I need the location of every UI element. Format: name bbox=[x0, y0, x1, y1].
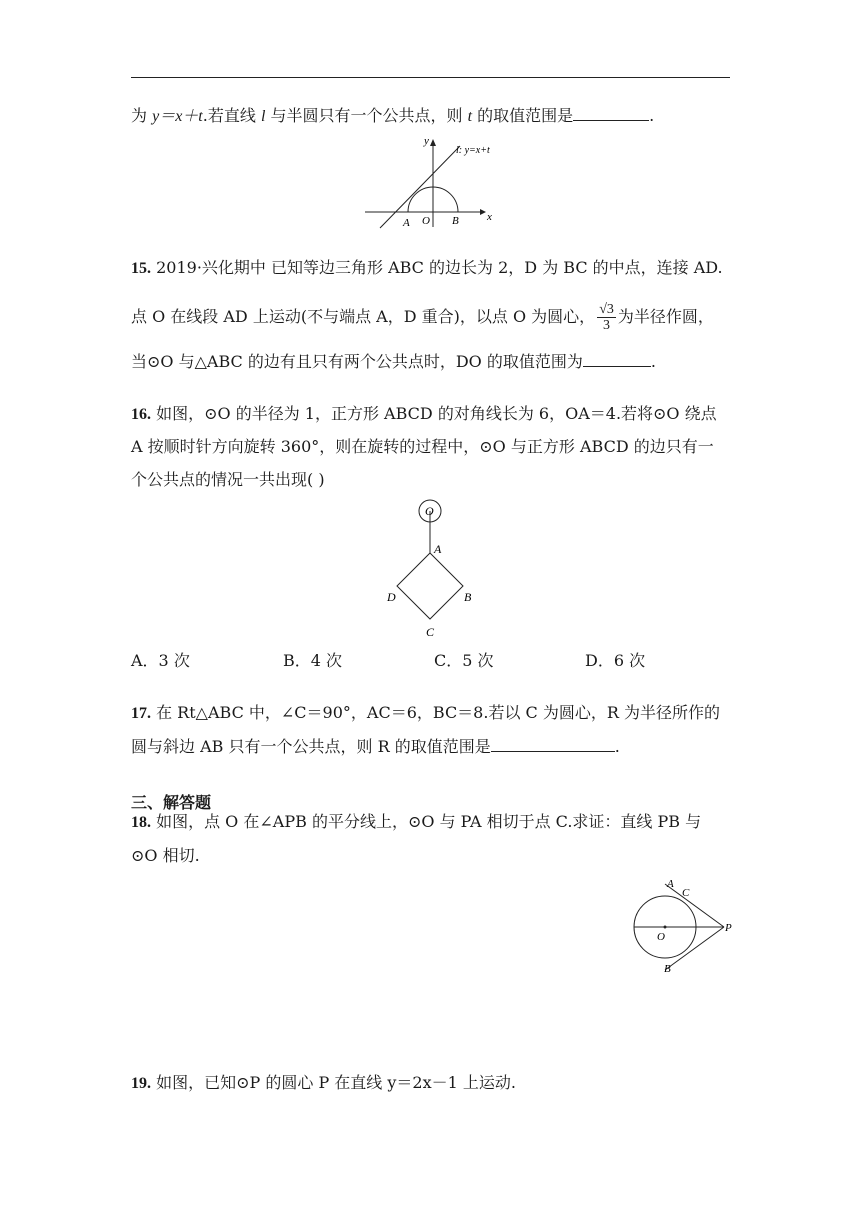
q16-figure bbox=[380, 498, 480, 643]
option-a[interactable]: A．3 次 bbox=[131, 651, 190, 670]
point-B-label: B bbox=[452, 215, 459, 227]
y-axis-arrow bbox=[430, 139, 436, 146]
q15-text-line-1: 15. 2019·兴化期中 已知等边三角形 ABC 的边长为 2，D 为 BC 的中点，连接 AD. bbox=[131, 258, 723, 277]
line-label: l: y=x+t bbox=[456, 145, 490, 156]
question-number: 18. bbox=[131, 814, 151, 831]
point-P-label: P bbox=[725, 922, 732, 934]
point-C-label: C bbox=[426, 625, 435, 639]
option-c[interactable]: C．5 次 bbox=[434, 651, 494, 670]
x-label: x bbox=[487, 211, 492, 223]
header-rule bbox=[131, 77, 730, 78]
point-O-label: O bbox=[425, 504, 434, 518]
answer-blank[interactable] bbox=[583, 350, 651, 367]
q14-figure bbox=[360, 132, 500, 232]
option-b[interactable]: B．4 次 bbox=[283, 651, 343, 670]
answer-blank[interactable] bbox=[573, 104, 649, 121]
square-ABCD bbox=[397, 553, 463, 619]
section-heading: 三、解答题 bbox=[131, 793, 212, 812]
center-dot bbox=[664, 926, 667, 929]
point-A-label: A bbox=[403, 217, 410, 229]
question-number: 15. bbox=[131, 260, 151, 277]
q18-text-line-1: 18. 如图，点 O 在∠APB 的平分线上，⊙O 与 PA 相切于点 C.求证：直线 PB 与 bbox=[131, 812, 702, 831]
option-d[interactable]: D．6 次 bbox=[585, 651, 646, 670]
q18-figure bbox=[625, 872, 745, 982]
point-A-label: A bbox=[434, 542, 442, 556]
point-D-label: D bbox=[387, 590, 396, 604]
question-number: 16. bbox=[131, 406, 151, 423]
q16-text-line-2: A 按顺时针方向旋转 360°，则在旋转的过程中，⊙O 与正方形 ABCD 的边只有一 bbox=[131, 437, 714, 456]
point-C-label: C bbox=[682, 887, 690, 899]
ray-PB bbox=[665, 927, 724, 970]
point-O-label: O bbox=[657, 931, 665, 943]
q14-text-line: 为 y＝x＋t.若直线 l 与半圆只有一个公共点，则 t 的取值范围是 . bbox=[131, 106, 655, 125]
ray-PA bbox=[665, 884, 724, 927]
q18-text-line-2: ⊙O 相切. bbox=[131, 846, 200, 865]
point-B-label: B bbox=[664, 963, 671, 975]
q15-text-line-3: 当⊙O 与△ABC 的边有且只有两个公共点时，DO 的取值范围为 . bbox=[131, 352, 656, 371]
question-number: 17. bbox=[131, 705, 151, 722]
q16-text-line-3: 个公共点的情况一共出现( ) bbox=[131, 470, 325, 489]
point-A-label: A bbox=[667, 878, 674, 890]
line-l bbox=[380, 146, 460, 228]
answer-blank[interactable] bbox=[491, 735, 615, 752]
x-axis-arrow bbox=[480, 209, 486, 215]
fraction: $\frac{√3}{3}$ bbox=[599, 302, 614, 333]
y-label: y bbox=[424, 135, 429, 147]
q17-text-line-1: 17. 在 Rt△ABC 中，∠C＝90°，AC＝6，BC＝8.若以 C 为圆心，R 为半径所作的 bbox=[131, 703, 720, 722]
question-number: 19. bbox=[131, 1075, 151, 1092]
q16-text-line-1: 16. 如图，⊙O 的半径为 1，正方形 ABCD 的对角线长为 6，OA＝4.若将⊙O 绕点 bbox=[131, 404, 717, 423]
q19-text-line-1: 19. 如图，已知⊙P 的圆心 P 在直线 y＝2x－1 上运动. bbox=[131, 1073, 516, 1092]
q17-text-line-2: 圆与斜边 AB 只有一个公共点，则 R 的取值范围是 . bbox=[131, 737, 620, 756]
q15-text-line-2: 点 O 在线段 AD 上运动(不与端点 A，D 重合)，以点 O 为圆心， $\frac{√3}{3}$ 为半径作圆， bbox=[131, 302, 714, 333]
point-O-label: O bbox=[422, 215, 430, 227]
point-B-label: B bbox=[464, 590, 472, 604]
